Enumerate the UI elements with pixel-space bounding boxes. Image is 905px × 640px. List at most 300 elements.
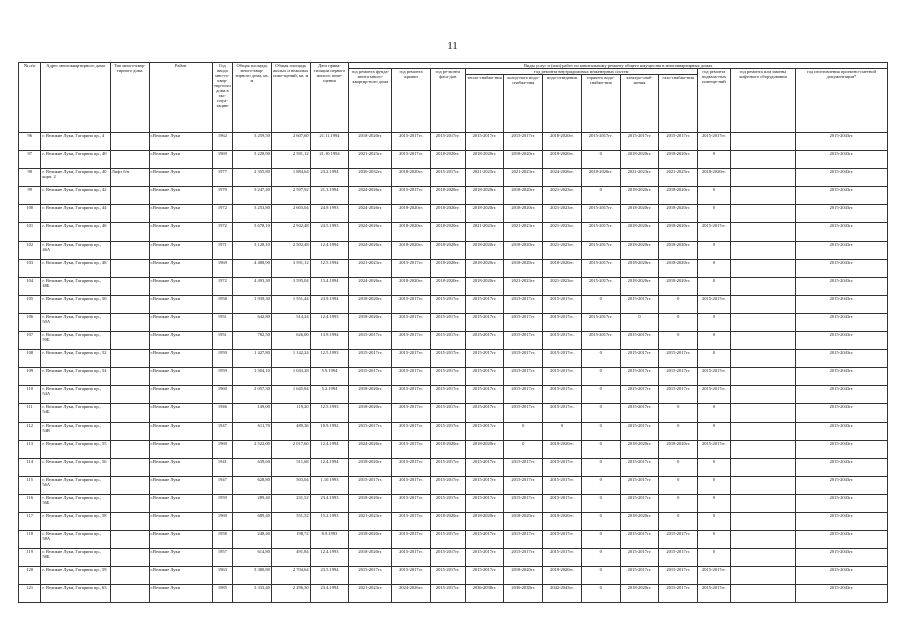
- cell-repair-facade: 2015-2017гг.: [430, 549, 465, 567]
- cell-repair-roof: 2018-2020гг.: [392, 205, 431, 223]
- cell-cold: 2018-2020гг.: [504, 567, 543, 585]
- table-row: [19, 549, 888, 567]
- col-repair-facade: год ре-монта фаса-дов: [430, 69, 465, 133]
- cell-design: 2015-2043гг.: [795, 368, 887, 386]
- table-row: [19, 313, 888, 331]
- cell-type: [110, 512, 149, 530]
- cell-repair-facade: 2018-2020гг.: [430, 151, 465, 169]
- cell-drain: 2015-2017гг.: [543, 458, 582, 476]
- col-repair-roof: год ремонта крыши: [392, 69, 431, 133]
- cell-repair-fund: 2024-2026гг.: [349, 205, 392, 223]
- cell-year: 1959: [212, 350, 232, 368]
- cell-drain: 2018-2020гг.: [543, 259, 582, 277]
- cell-design: 2015-2043гг.: [795, 277, 887, 295]
- cell-total-area: 3 259,50: [233, 133, 272, 151]
- cell-repair-fund: 2018-2020гг.: [349, 549, 392, 567]
- cell-repair-facade: 2018-2020гг.: [430, 187, 465, 205]
- cell-heat: 2018-2020гг.: [465, 277, 504, 295]
- cell-district: г.Великие Луки: [149, 223, 212, 241]
- cell-year: 1960: [212, 386, 232, 404]
- cell-hot: 2015-2017гг.: [581, 332, 620, 350]
- cell-drain: 2015-2017гг.: [543, 368, 582, 386]
- cell-district: г.Великие Луки: [149, 187, 212, 205]
- cell-basement: 0: [698, 313, 731, 331]
- cell-priv-date: 23.5.1994: [310, 567, 349, 585]
- cell-district: г.Великие Луки: [149, 133, 212, 151]
- cell-design: 2015-2043гг.: [795, 386, 887, 404]
- cell-gas: 2015-2017гг.: [659, 585, 698, 603]
- table-row: [19, 512, 888, 530]
- cell-priv-date: 10.9.1992: [310, 422, 349, 440]
- cell-heat: 2015-2017гг.: [465, 332, 504, 350]
- cell-repair-facade: 2015-2017гг.: [430, 422, 465, 440]
- cell-heat: 2021-2023гг.: [465, 223, 504, 241]
- cell-total-area: 2 522,00: [233, 440, 272, 458]
- cell-gas: 2021-2023гг.: [659, 169, 698, 187]
- table-row: [19, 187, 888, 205]
- cell-year: 1972: [212, 277, 232, 295]
- cell-no: 105: [19, 295, 41, 313]
- cell-repair-facade: 2018-2020гг.: [430, 277, 465, 295]
- cell-heat: 2018-2020гг.: [465, 512, 504, 530]
- cell-repair-facade: 2018-2020гг.: [430, 512, 465, 530]
- cell-address: г. Великие Луки, Гагарина пр., 56: [41, 458, 110, 476]
- cell-address: г. Великие Луки, Гагарина пр., 54Б: [41, 404, 110, 422]
- cell-repair-roof: 2015-2017гг.: [392, 350, 431, 368]
- cell-priv-date: 5.2.1994: [310, 386, 349, 404]
- cell-hot: 0: [581, 151, 620, 169]
- cell-gas: 0: [659, 295, 698, 313]
- cell-basement: 2015-2017гг.: [698, 368, 731, 386]
- cell-type: [110, 386, 149, 404]
- cell-gas: 0: [659, 494, 698, 512]
- cell-heat: 2015-2017гг.: [465, 404, 504, 422]
- cell-district: г.Великие Луки: [149, 422, 212, 440]
- cell-lift: [730, 187, 795, 205]
- cell-repair-fund: 2015-2017гг.: [349, 476, 392, 494]
- cell-living-area: 2 597,92: [271, 187, 310, 205]
- cell-heat: 2015-2017гг.: [465, 531, 504, 549]
- cell-type: [110, 458, 149, 476]
- cell-repair-fund: 2018-2020гг.: [349, 494, 392, 512]
- cell-cold: 2015-2017гг.: [504, 549, 543, 567]
- cell-cold: 0: [504, 440, 543, 458]
- cell-living-area: 626,00: [271, 332, 310, 350]
- cell-design: 2015-2043гг.: [795, 476, 887, 494]
- cell-no: 113: [19, 440, 41, 458]
- col-year: Год ввода мно-го-квар-тир-ного дома в экс-плуа-тацию: [212, 63, 232, 133]
- cell-gas: 2015-2017гг.: [659, 567, 698, 585]
- cell-cold: 2018-2020гг.: [504, 241, 543, 259]
- cell-repair-roof: 2015-2017гг.: [392, 512, 431, 530]
- cell-type: [110, 494, 149, 512]
- cell-district: г.Великие Луки: [149, 169, 212, 187]
- cell-cold: 2015-2017гг.: [504, 531, 543, 549]
- cell-year: 1970: [212, 187, 232, 205]
- cell-design: 2015-2043гг.: [795, 549, 887, 567]
- cell-hot: 0: [581, 512, 620, 530]
- cell-cold: 2015-2017гг.: [504, 133, 543, 151]
- cell-repair-roof: 2015-2017гг.: [392, 368, 431, 386]
- cell-cold: 2021-2023гг.: [504, 223, 543, 241]
- cell-gas: 2018-2020гг.: [659, 151, 698, 169]
- cell-hot: 0: [581, 567, 620, 585]
- cell-type: [110, 295, 149, 313]
- cell-living-area: 2 017,60: [271, 440, 310, 458]
- table-row: [19, 440, 888, 458]
- cell-drain: 2015-2017гг.: [543, 476, 582, 494]
- cell-priv-date: 12.4.1994: [310, 241, 349, 259]
- cell-basement: 0: [698, 549, 731, 567]
- cell-priv-date: 21.11.1994: [310, 133, 349, 151]
- cell-design: 2015-2043гг.: [795, 404, 887, 422]
- cell-gas: 0: [659, 476, 698, 494]
- cell-repair-fund: 2018-2020гг.: [349, 386, 392, 404]
- cell-hot: 2015-2017гг.: [581, 259, 620, 277]
- cell-heat: 2021-2023гг.: [465, 169, 504, 187]
- cell-priv-date: 24.9.1993: [310, 205, 349, 223]
- cell-gas: 2018-2020гг.: [659, 277, 698, 295]
- cell-priv-date: 8.9.1993: [310, 531, 349, 549]
- cell-repair-fund: 2015-2017гг.: [349, 422, 392, 440]
- cell-no: 117: [19, 512, 41, 530]
- cell-priv-date: 1.10.1993: [310, 476, 349, 494]
- cell-living-area: 2 296,30: [271, 585, 310, 603]
- cell-cold: 2018-2020гг.: [504, 205, 543, 223]
- cell-total-area: 3 678,10: [233, 223, 272, 241]
- cell-lift: [730, 241, 795, 259]
- cell-lift: [730, 531, 795, 549]
- table-row: [19, 567, 888, 585]
- cell-priv-date: 24.5.1993: [310, 223, 349, 241]
- cell-living-area: 1 043,28: [271, 368, 310, 386]
- col-hot: горячего водо-снабже-ния: [581, 75, 620, 133]
- cell-elec: 2015-2017гг.: [620, 531, 659, 549]
- cell-drain: 2015-2017гг.: [543, 295, 582, 313]
- table-row: [19, 585, 888, 603]
- col-basement: год ремонта подваль-ных помеще-ний: [698, 69, 731, 133]
- cell-repair-fund: 2015-2017гг.: [349, 332, 392, 350]
- cell-type: [110, 313, 149, 331]
- cell-elec: 2015-2017гг.: [620, 458, 659, 476]
- cell-address: г. Великие Луки, Гагарина пр., 46А: [41, 241, 110, 259]
- col-engineering: год ремонта внутридомовых инженерных систем: [465, 69, 698, 75]
- cell-address: г. Великие Луки, Гагарина пр., 56Б: [41, 494, 110, 512]
- cell-priv-date: 12.5.1993: [310, 404, 349, 422]
- cell-no: 101: [19, 223, 41, 241]
- cell-repair-fund: 2024-2026гг.: [349, 223, 392, 241]
- cell-basement: 0: [698, 458, 731, 476]
- cell-total-area: 149,00: [233, 404, 272, 422]
- cell-hot: 2015-2017гг.: [581, 223, 620, 241]
- cell-total-area: 639,60: [233, 458, 272, 476]
- cell-no: 120: [19, 567, 41, 585]
- cell-year: 1957: [212, 549, 232, 567]
- table-row: [19, 259, 888, 277]
- cell-drain: 2018-2020гг.: [543, 512, 582, 530]
- cell-lift: [730, 368, 795, 386]
- cell-basement: 2015-2017гг.: [698, 567, 731, 585]
- cell-repair-facade: 2018-2020гг.: [430, 241, 465, 259]
- cell-repair-roof: 2015-2017гг.: [392, 295, 431, 313]
- cell-no: 104: [19, 277, 41, 295]
- cell-hot: 2015-2017гг.: [581, 277, 620, 295]
- table-row: [19, 494, 888, 512]
- cell-district: г.Великие Луки: [149, 567, 212, 585]
- cell-type: [110, 368, 149, 386]
- cell-hot: 0: [581, 476, 620, 494]
- cell-repair-roof: 2015-2017гг.: [392, 151, 431, 169]
- cell-elec: 2018-2020гг.: [620, 151, 659, 169]
- cell-basement: 2018-2020гг.: [698, 169, 731, 187]
- cell-repair-facade: 2015-2017гг.: [430, 494, 465, 512]
- cell-type: [110, 567, 149, 585]
- cell-repair-facade: 2015-2017гг.: [430, 567, 465, 585]
- cell-living-area: 231,52: [271, 494, 310, 512]
- cell-total-area: 1 304,10: [233, 368, 272, 386]
- cell-basement: 2015-2017гг.: [698, 386, 731, 404]
- cell-drain: 2018-2020гг.: [543, 151, 582, 169]
- cell-repair-roof: 2018-2020гг.: [392, 169, 431, 187]
- cell-no: 100: [19, 205, 41, 223]
- cell-priv-date: 5.9.1994: [310, 368, 349, 386]
- cell-address: г. Великие Луки, Гагарина пр., 44: [41, 205, 110, 223]
- cell-gas: 2015-2017гг.: [659, 350, 698, 368]
- cell-address: г. Великие Луки, Гагарина пр., 58А: [41, 531, 110, 549]
- cell-no: 118: [19, 531, 41, 549]
- cell-type: [110, 223, 149, 241]
- cell-elec: 2018-2020гг.: [620, 512, 659, 530]
- cell-elec: 2015-2017гг.: [620, 404, 659, 422]
- cell-priv-date: 12.4.1993: [310, 313, 349, 331]
- cell-district: г.Великие Луки: [149, 350, 212, 368]
- cell-elec: 2015-2017гг.: [620, 549, 659, 567]
- cell-hot: 0: [581, 368, 620, 386]
- cell-priv-date: 23.9.1994: [310, 295, 349, 313]
- cell-heat: 2015-2017гг.: [465, 133, 504, 151]
- cell-gas: 0: [659, 422, 698, 440]
- cell-repair-fund: 2021-2023гг.: [349, 512, 392, 530]
- cell-drain: 2015-2017гг.: [543, 332, 582, 350]
- cell-gas: 0: [659, 313, 698, 331]
- col-lift: год ремонта или замены лифтового оборудования: [730, 69, 795, 133]
- cell-year: 1947: [212, 476, 232, 494]
- cell-cold: 2015-2017гг.: [504, 350, 543, 368]
- cell-hot: 2015-2017гг.: [581, 133, 620, 151]
- cell-design: 2015-2043гг.: [795, 205, 887, 223]
- cell-drain: 2015-2017гг.: [543, 386, 582, 404]
- cell-total-area: 3 228,90: [233, 151, 272, 169]
- cell-no: 116: [19, 494, 41, 512]
- table-row: [19, 368, 888, 386]
- cell-elec: 0: [620, 313, 659, 331]
- cell-type: [110, 332, 149, 350]
- cell-basement: 0: [698, 531, 731, 549]
- cell-elec: 2015-2017гг.: [620, 386, 659, 404]
- cell-heat: 2015-2017гг.: [465, 567, 504, 585]
- cell-lift: [730, 549, 795, 567]
- cell-address: г. Великие Луки, Гагарина пр., 48: [41, 259, 110, 277]
- cell-hot: 0: [581, 404, 620, 422]
- cell-type: [110, 187, 149, 205]
- cell-address: г. Великие Луки, Гагарина пр., 50Б: [41, 332, 110, 350]
- cell-design: 2015-2043гг.: [795, 187, 887, 205]
- cell-gas: 2018-2020гг.: [659, 259, 698, 277]
- cell-hot: 0: [581, 295, 620, 313]
- cell-address: г. Великие Луки, Гагарина пр., 40: [41, 151, 110, 169]
- cell-gas: 2018-2020гг.: [659, 440, 698, 458]
- col-type: Тип много-квар-тирного дома: [110, 63, 149, 133]
- cell-year: 1946: [212, 404, 232, 422]
- cell-design: 2015-2043гг.: [795, 512, 887, 530]
- cell-district: г.Великие Луки: [149, 332, 212, 350]
- cell-type: [110, 476, 149, 494]
- cell-total-area: 3 333,40: [233, 585, 272, 603]
- cell-type: [110, 585, 149, 603]
- cell-elec: 2021-2023гг.: [620, 169, 659, 187]
- table-row: [19, 531, 888, 549]
- cell-year: 1941: [212, 458, 232, 476]
- cell-heat: 2015-2017гг.: [465, 458, 504, 476]
- cell-basement: 0: [698, 350, 731, 368]
- cell-design: 2015-2043гг.: [795, 422, 887, 440]
- cell-design: 2015-2043гг.: [795, 531, 887, 549]
- cell-repair-fund: 2018-2020гг.: [349, 404, 392, 422]
- cell-address: г. Великие Луки, Гагарина пр., 46: [41, 223, 110, 241]
- cell-district: г.Великие Луки: [149, 404, 212, 422]
- cell-type: [110, 531, 149, 549]
- cell-total-area: 3 247,40: [233, 187, 272, 205]
- cell-gas: 2018-2020гг.: [659, 241, 698, 259]
- cell-repair-roof: 2018-2020гг.: [392, 223, 431, 241]
- cell-total-area: 782,50: [233, 332, 272, 350]
- col-design: год изготовления проектно-сметной документации*: [795, 69, 887, 133]
- cell-design: 2015-2043гг.: [795, 440, 887, 458]
- cell-repair-fund: 2015-2017гг.: [349, 368, 392, 386]
- cell-repair-roof: 2015-2017гг.: [392, 332, 431, 350]
- page-number: 11: [447, 40, 458, 52]
- cell-priv-date: 12.5.1993: [310, 350, 349, 368]
- cell-type: [110, 440, 149, 458]
- cell-cold: 2018-2020гг.: [504, 512, 543, 530]
- cell-priv-date: 13.9.1994: [310, 332, 349, 350]
- cell-repair-fund: 2015-2017гг.: [349, 567, 392, 585]
- cell-elec: 2018-2020гг.: [620, 223, 659, 241]
- cell-drain: 2024-2026гг.: [543, 169, 582, 187]
- cell-district: г.Великие Луки: [149, 549, 212, 567]
- cell-year: 1962: [212, 133, 232, 151]
- cell-cold: 2021-2023гг.: [504, 277, 543, 295]
- cell-hot: 0: [581, 422, 620, 440]
- cell-repair-fund: 2018-2020гг.: [349, 458, 392, 476]
- cell-district: г.Великие Луки: [149, 368, 212, 386]
- cell-elec: 2018-2020гг.: [620, 187, 659, 205]
- cell-drain: 2015-2017гг.: [543, 494, 582, 512]
- cell-no: 99: [19, 187, 41, 205]
- cell-total-area: 628,80: [233, 476, 272, 494]
- cell-no: 96: [19, 133, 41, 151]
- cell-cold: 2021-2023гг.: [504, 169, 543, 187]
- table-row: [19, 133, 888, 151]
- cell-address: г. Великие Луки, Гагарина пр., 54В: [41, 422, 110, 440]
- cell-district: г.Великие Луки: [149, 476, 212, 494]
- cell-lift: [730, 476, 795, 494]
- cell-no: 121: [19, 585, 41, 603]
- cell-repair-roof: 2015-2017гг.: [392, 476, 431, 494]
- cell-living-area: 511,68: [271, 458, 310, 476]
- cell-repair-fund: 2024-2026гг.: [349, 277, 392, 295]
- cell-living-area: 1 142,24: [271, 350, 310, 368]
- cell-design: 2015-2043гг.: [795, 133, 887, 151]
- cell-district: г.Великие Луки: [149, 241, 212, 259]
- cell-living-area: 2 502,48: [271, 241, 310, 259]
- cell-cold: 2015-2017гг.: [504, 332, 543, 350]
- cell-repair-facade: 2015-2017гг.: [430, 332, 465, 350]
- cell-address: г. Великие Луки, Гагарина пр., 42: [41, 187, 110, 205]
- cell-hot: 0: [581, 350, 620, 368]
- cell-repair-fund: 2024-2026гг.: [349, 187, 392, 205]
- cell-heat: 2018-2020гг.: [465, 259, 504, 277]
- cell-basement: 0: [698, 259, 731, 277]
- cell-cold: 2018-2020гг.: [504, 259, 543, 277]
- cell-type: [110, 277, 149, 295]
- cell-cold: 2015-2017гг.: [504, 313, 543, 331]
- cell-district: г.Великие Луки: [149, 277, 212, 295]
- cell-hot: 2015-2017гг.: [581, 205, 620, 223]
- cell-total-area: 611,70: [233, 422, 272, 440]
- cell-type: [110, 404, 149, 422]
- cell-drain: 2015-2017гг.: [543, 549, 582, 567]
- cell-drain: 2018-2020гг.: [543, 440, 582, 458]
- cell-address: г. Великие Луки, Гагарина пр., 58: [41, 512, 110, 530]
- cell-basement: 0: [698, 476, 731, 494]
- cell-year: 1969: [212, 151, 232, 169]
- cell-drain: 2021-2023гг.: [543, 205, 582, 223]
- cell-design: 2015-2043гг.: [795, 241, 887, 259]
- cell-total-area: 642,80: [233, 313, 272, 331]
- cell-gas: 2018-2020гг.: [659, 187, 698, 205]
- cell-address: г. Великие Луки, Гагарина пр., 58Б: [41, 549, 110, 567]
- cell-year: 1977: [212, 169, 232, 187]
- col-living-area: Общая площадь жилых и нежилых поме-щений, кв. м: [271, 63, 310, 133]
- cell-heat: 2018-2020гг.: [465, 205, 504, 223]
- cell-repair-roof: 2015-2017гг.: [392, 494, 431, 512]
- cell-address: г. Великие Луки, Гагарина пр., 56А: [41, 476, 110, 494]
- cell-repair-facade: 2018-2020гг.: [430, 223, 465, 241]
- col-heat: тепло-снабже-ния: [465, 75, 504, 133]
- cell-elec: 2018-2020гг.: [620, 259, 659, 277]
- cell-year: 1963: [212, 567, 232, 585]
- cell-basement: 0: [698, 422, 731, 440]
- cell-living-area: 514,24: [271, 313, 310, 331]
- cell-repair-roof: 2015-2017гг.: [392, 404, 431, 422]
- cell-repair-facade: 2018-2020гг.: [430, 440, 465, 458]
- cell-basement: 2015-2017гг.: [698, 295, 731, 313]
- cell-design: 2015-2043гг.: [795, 313, 887, 331]
- cell-lift: [730, 567, 795, 585]
- cell-living-area: 1 645,84: [271, 386, 310, 404]
- cell-heat: 2018-2020гг.: [465, 440, 504, 458]
- cell-living-area: 119,20: [271, 404, 310, 422]
- cell-address: г. Великие Луки, Гагарина пр., 54: [41, 368, 110, 386]
- table-row: [19, 205, 888, 223]
- cell-design: 2015-2043гг.: [795, 350, 887, 368]
- cell-drain: 2018-2020гг.: [543, 133, 582, 151]
- cell-total-area: 1 427,80: [233, 350, 272, 368]
- cell-repair-roof: 2015-2017гг.: [392, 531, 431, 549]
- cell-repair-facade: 2015-2017гг.: [430, 386, 465, 404]
- cell-design: 2015-2043гг.: [795, 295, 887, 313]
